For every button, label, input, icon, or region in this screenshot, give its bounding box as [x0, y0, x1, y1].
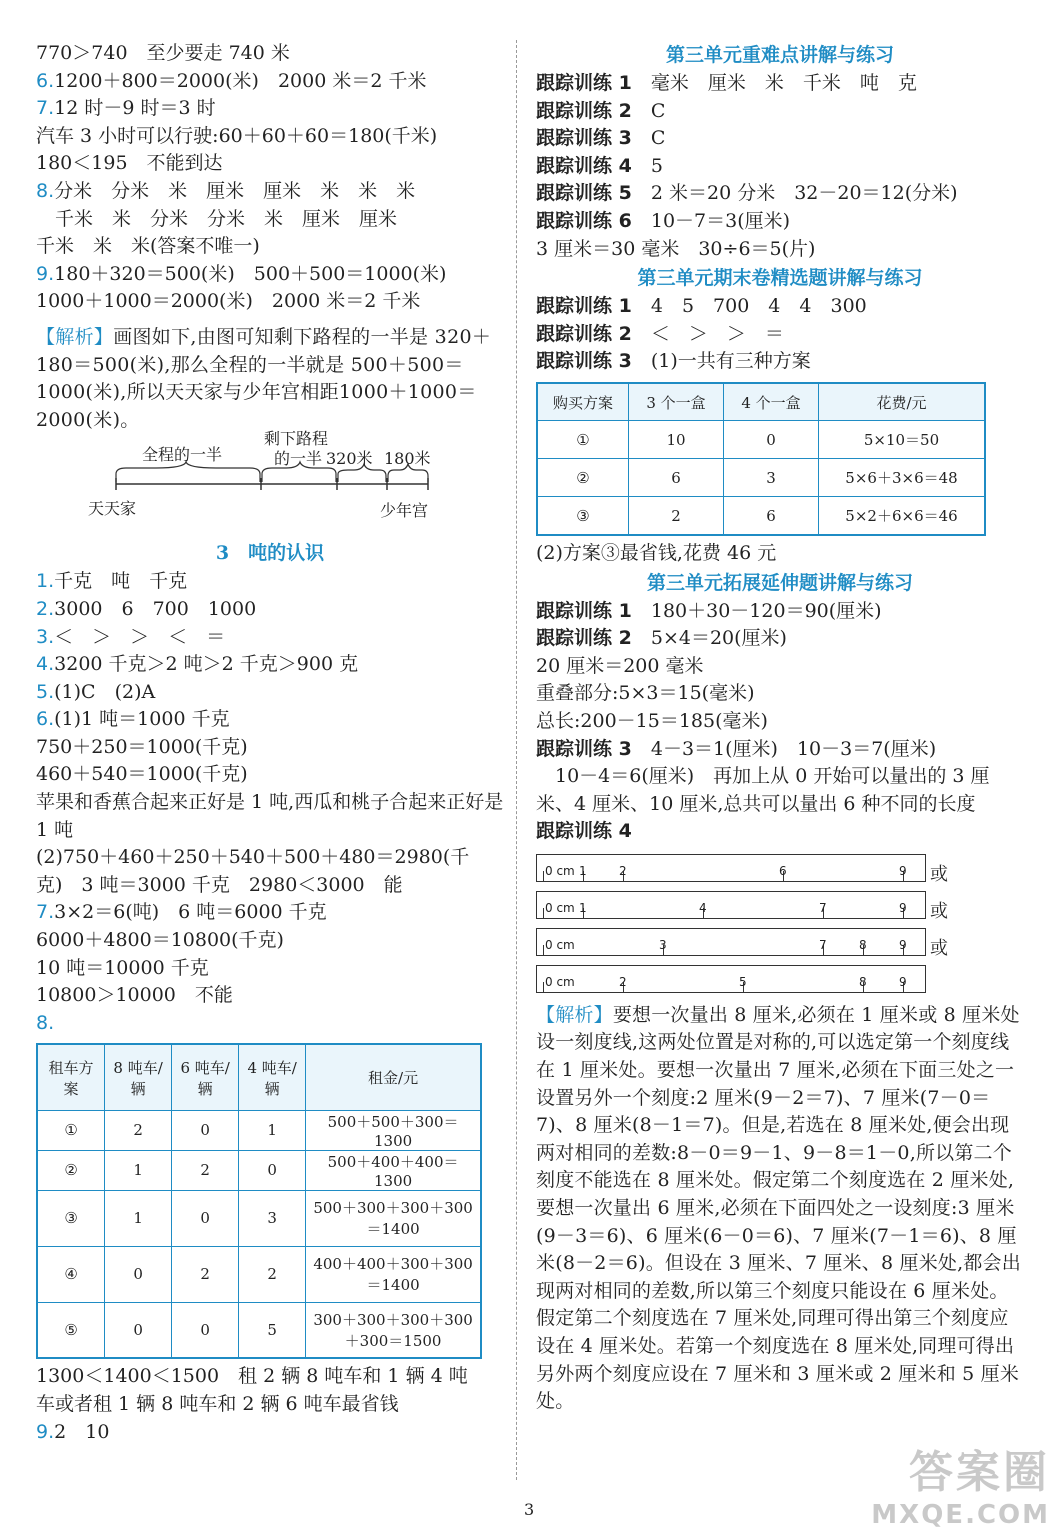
table-cell: 6	[629, 459, 724, 497]
table-cell: 5	[239, 1302, 306, 1358]
table-cell: 0	[105, 1302, 172, 1358]
table-row	[537, 497, 985, 535]
question-8	[36, 178, 504, 206]
watermark	[871, 1436, 1050, 1530]
analysis-text: 要想一次量出 8 厘米,必须在 1 厘米或 8 厘米处设一刻度线,这两处位置是对称的,可以选定第一个刻度线在 1 厘米处。要想一次量出 7 厘米,必须在下面三处之一设置另外一个刻度:2 厘米(9－2＝7)、7 厘米(7－0＝7)、8 厘米(8－1＝7)。但是,若选在 8 厘米处,便会出现两对相同的差数:8－0＝9－1、9－8＝1－0,所以第二个刻度不能选在 8 厘米处。假定第二个刻度选在 2 厘米处,要想一次量出 6 厘米,必须在下面四处之一设刻度:3 厘米(9－3＝6)、6 厘米(6－0＝6)、7 厘米(7－1＝6)、8 厘米(8－2＝6)。但设在 3 厘米、7 厘米、8 厘米处,都会出现两对相同的差数,所以第三个刻度只能设在 6 厘米处。假定第二个刻度选在 7 厘米处,同理可得出第三个刻度应设在 4 厘米处。若第一个刻度选在 8 厘米处,同理可得出另外两个刻度应设在 7 厘米和 3 厘米或 2 厘米和 5 厘米处。	[536, 1003, 1021, 1413]
table-row	[37, 1302, 481, 1358]
table-cell: ③	[37, 1190, 105, 1246]
table-cell: 1	[105, 1190, 172, 1246]
text-line: 1000＋1000＝2000(米) 2000 米＝2 千米	[36, 290, 421, 313]
table-cell: 1	[105, 1150, 172, 1190]
label-start: 天天家	[88, 499, 137, 519]
item-1	[36, 568, 504, 596]
table-header: 8 吨车/辆	[105, 1044, 172, 1110]
analysis-paragraph	[36, 324, 504, 434]
ruler-tick-label: 5	[739, 974, 747, 989]
answer-text: 180＋30－120＝90(厘米)	[650, 599, 882, 622]
table-cell: 2	[629, 497, 724, 535]
training-row	[536, 153, 1024, 181]
training-label: 跟踪训练 3	[536, 127, 632, 150]
training-row	[536, 625, 1024, 653]
table-cell: 2	[105, 1110, 172, 1150]
answer-text: C	[650, 99, 666, 122]
text-line: 770＞740 至少要走 740 米	[36, 42, 290, 64]
text-line: 6000＋4800＝10800(千克)	[36, 929, 284, 952]
training-label: 跟踪训练 6	[536, 209, 632, 232]
text-line: 3 厘米＝30 毫米 30÷6＝5(片)	[536, 237, 816, 260]
table-cell: ②	[537, 459, 629, 497]
table-cell: 500＋500＋300＝1300	[306, 1110, 481, 1150]
answer-text: 4 5 700 4 4 300	[650, 295, 867, 318]
ruler	[536, 928, 926, 956]
table-cell: 300＋300＋300＋300＋300＝1500	[306, 1302, 481, 1358]
ruler-tick-label: 2	[619, 863, 627, 878]
question-number: 7.	[36, 901, 55, 924]
table-header: 4 吨车/辆	[239, 1044, 306, 1110]
training-label: 跟踪训练 2	[536, 627, 632, 650]
page-number: 3	[524, 1500, 535, 1519]
ruler-tick	[543, 982, 544, 992]
question-number: 7.	[36, 97, 55, 120]
analysis-paragraph	[536, 1002, 1024, 1416]
item-7	[36, 899, 504, 927]
answer-text: (1)一共有三种方案	[650, 350, 811, 373]
table-row	[37, 1110, 481, 1150]
table-row	[537, 421, 985, 459]
answer-text: 12 时－9 时＝3 时	[54, 97, 216, 120]
section-title: 第三单元期末卷精选题讲解与练习	[637, 267, 923, 290]
training-label: 跟踪训练 1	[536, 599, 632, 622]
answer-text: 千克 吨 千克	[54, 570, 188, 593]
text-line: 千米 米 米(答案不唯一)	[36, 235, 260, 258]
question-number: 8.	[36, 179, 55, 202]
answer-text: 10－7＝3(厘米)	[650, 209, 791, 232]
answer-text: 毫米 厘米 米 千米 吨 克	[650, 72, 917, 94]
watermark-line1: 答案圈	[909, 1447, 1050, 1498]
rent-table	[36, 1043, 482, 1359]
ruler	[536, 854, 926, 882]
ruler-zero-label: 0 cm	[545, 937, 575, 952]
item-3	[36, 624, 504, 652]
table-cell: ⑤	[37, 1302, 105, 1358]
ruler	[536, 965, 926, 993]
training-row	[536, 98, 1024, 126]
answer-text: 4－3＝1(厘米) 10－3＝7(厘米)	[650, 737, 937, 760]
ruler-tick-label: 6	[779, 863, 787, 878]
ruler-zero-label: 0 cm	[545, 974, 575, 989]
training-label: 跟踪训练 3	[536, 350, 632, 373]
table-cell: ④	[37, 1246, 105, 1302]
table-header: 3 个一盒	[629, 383, 724, 421]
training-label: 跟踪训练 1	[536, 295, 632, 318]
item-8	[36, 1010, 504, 1038]
training-label: 跟踪训练 2	[536, 99, 632, 122]
training-label: 跟踪训练 4	[536, 820, 632, 843]
answer-text: 分米 分米 米 厘米 厘米 米 米 米	[54, 179, 416, 202]
answer-text: C	[650, 127, 666, 150]
or-label: 或	[930, 937, 948, 959]
answer-text: 5×4＝20(厘米)	[650, 627, 787, 650]
question-number: 5.	[36, 680, 55, 703]
training-row	[536, 736, 1024, 764]
training-label: 跟踪训练 3	[536, 737, 632, 760]
analysis-tag: 【解析】	[36, 325, 114, 348]
table-cell: 0	[172, 1302, 239, 1358]
ruler-tick-label: 8	[859, 937, 867, 952]
table-header: 租金/元	[306, 1044, 481, 1110]
table-header-row	[537, 383, 985, 421]
table-cell: ①	[37, 1110, 105, 1150]
training-row	[536, 208, 1024, 236]
section-title: 第三单元拓展延伸题讲解与练习	[646, 571, 913, 594]
training-label: 跟踪训练 4	[536, 154, 632, 177]
ruler-zero-label: 0 cm	[545, 900, 575, 915]
training-row	[536, 321, 1024, 349]
item-4	[36, 651, 504, 679]
table-cell: ③	[537, 497, 629, 535]
training-row	[536, 70, 1024, 98]
ruler-tick-label: 7	[819, 937, 827, 952]
table-cell: 0	[105, 1246, 172, 1302]
table-cell: 0	[239, 1150, 306, 1190]
answer-text: ＜ ＞ ＞ ＝	[650, 322, 784, 345]
table-cell: 3	[724, 459, 819, 497]
ruler	[536, 891, 926, 919]
question-number: 6.	[36, 69, 55, 92]
question-number: 9.	[36, 262, 55, 285]
training-label: 跟踪训练 2	[536, 322, 632, 345]
table-cell: 500＋400＋400＝1300	[306, 1150, 481, 1190]
label-full-half: 全程的一半	[142, 445, 223, 465]
table-cell: 0	[724, 421, 819, 459]
text-line: 20 厘米＝200 毫米	[536, 654, 704, 677]
text-line: 总长:200－15＝185(毫米)	[536, 709, 768, 732]
training-row	[536, 598, 1024, 626]
table-row	[37, 1190, 481, 1246]
section-title: 第三单元重难点讲解与练习	[665, 44, 894, 66]
distance-diagram	[36, 429, 504, 538]
question-number: 9.	[36, 1420, 55, 1443]
question-number: 6.	[36, 708, 55, 731]
ruler-tick-label: 7	[819, 900, 827, 915]
answer-text: 180＋320＝500(米) 500＋500＝1000(米)	[54, 262, 447, 285]
question-number: 3.	[36, 625, 55, 648]
table-cell: 3	[239, 1190, 306, 1246]
text-line: 克) 3 吨＝3000 千克 2980＜3000 能	[36, 873, 403, 896]
label-remain-top: 剩下路程	[264, 429, 329, 449]
text-line: 重叠部分:5×3＝15(毫米)	[536, 682, 755, 705]
training-label: 跟踪训练 1	[536, 72, 632, 94]
table-cell: 2	[239, 1246, 306, 1302]
answer-text: ＜ ＞ ＞ ＜ ＝	[54, 625, 226, 648]
table-cell: 400＋400＋300＋300＝1400	[306, 1246, 481, 1302]
answer-text: (1)1 吨＝1000 千克	[54, 708, 230, 731]
answer-text: 3000 6 700 1000	[54, 597, 257, 620]
table-row	[37, 1246, 481, 1302]
ruler-tick-label: 8	[859, 974, 867, 989]
table-header-row	[37, 1044, 481, 1110]
ruler-row	[536, 891, 1024, 922]
ruler-row	[536, 854, 1024, 885]
analysis-tag: 【解析】	[536, 1003, 613, 1026]
ruler-tick-label: 9	[899, 937, 907, 952]
or-label: 或	[930, 863, 948, 885]
section-title: 3 吨的认识	[215, 542, 325, 565]
question-number: 1.	[36, 570, 55, 593]
answer-text: 5	[650, 154, 663, 177]
text-paragraph: 苹果和香蕉合起来正好是 1 吨,西瓜和桃子合起来正好是 1 吨	[36, 791, 504, 841]
table-cell: 2	[172, 1246, 239, 1302]
table-header: 4 个一盒	[724, 383, 819, 421]
table-cell: 5×10＝50	[819, 421, 986, 459]
ruler-tick	[543, 945, 544, 955]
label-remain-bottom: 的一半	[274, 449, 323, 469]
table-header: 租车方案	[37, 1044, 105, 1110]
text-line: 汽车 3 小时可以行驶:60＋60＋60＝180(千米)	[36, 124, 438, 147]
label-end: 少年宫	[380, 501, 429, 521]
ruler-tick	[543, 908, 544, 918]
answer-text: 3×2＝6(吨) 6 吨＝6000 千克	[54, 901, 327, 924]
answer-text: (1)C (2)A	[54, 680, 156, 703]
answer-text: 2 米＝20 分米 32－20＝12(分米)	[650, 182, 958, 205]
table-row	[37, 1150, 481, 1190]
training-row	[536, 180, 1024, 208]
text-line: 车或者租 1 辆 8 吨车和 2 辆 6 吨车最省钱	[36, 1393, 399, 1415]
ruler-zero-label: 0 cm	[545, 863, 575, 878]
question-7	[36, 95, 504, 123]
question-6	[36, 68, 504, 96]
table-header: 6 吨车/辆	[172, 1044, 239, 1110]
training-row	[536, 293, 1024, 321]
item-2	[36, 596, 504, 624]
or-label: 或	[930, 900, 948, 922]
ruler-tick	[543, 871, 544, 881]
table-cell: ②	[37, 1150, 105, 1190]
answer-text: 1200＋800＝2000(米) 2000 米＝2 千米	[54, 69, 427, 92]
question-number: 8.	[36, 1011, 55, 1034]
ruler-tick-label: 9	[899, 900, 907, 915]
training-row	[536, 125, 1024, 153]
analysis-text: 画图如下,由图可知剩下路程的一半是 320＋180＝500(米),那么全程的一半就是 500＋500＝1000(米),所以天天家与少年宫相距1000＋1000＝2000(米)。	[36, 325, 492, 431]
label-180: 180米	[384, 449, 431, 469]
right-column	[536, 40, 1024, 1416]
text-line: (2)方案③最省钱,花费 46 元	[536, 541, 777, 564]
table-cell: 6	[724, 497, 819, 535]
ruler-row	[536, 965, 1024, 993]
training-label: 跟踪训练 5	[536, 182, 632, 205]
text-line: 千米 米 分米 分米 米 厘米 厘米	[36, 207, 398, 230]
item-5	[36, 679, 504, 707]
text-line: (2)750＋460＋250＋540＋500＋480＝2980(千	[36, 846, 470, 869]
text-line: 180＜195 不能到达	[36, 152, 223, 175]
table-cell: 0	[172, 1190, 239, 1246]
left-column	[36, 40, 504, 1446]
table-header: 购买方案	[537, 383, 629, 421]
answer-text: 3200 千克＞2 吨＞2 千克＞900 克	[54, 653, 359, 676]
ruler-tick-label: 9	[899, 863, 907, 878]
table-cell: 5×2＋6×6＝46	[819, 497, 986, 535]
text-line: 750＋250＝1000(千克)	[36, 735, 248, 758]
text-line: 10800＞10000 不能	[36, 984, 233, 1007]
item-6	[36, 706, 504, 734]
text-line: 10 吨＝10000 千克	[36, 956, 209, 979]
ruler-tick-label: 9	[899, 974, 907, 989]
ruler-tick-label: 4	[699, 900, 707, 915]
ruler-group	[536, 854, 1024, 993]
ruler-tick-label: 1	[579, 900, 587, 915]
ruler-tick-label: 3	[659, 937, 667, 952]
ruler-tick-label: 2	[619, 974, 627, 989]
column-divider	[516, 40, 517, 1480]
table-cell: 0	[172, 1110, 239, 1150]
answer-text: 2 10	[54, 1420, 110, 1443]
question-number: 4.	[36, 653, 55, 676]
watermark-line2: MXQE.COM	[871, 1500, 1050, 1530]
table-cell: 1	[239, 1110, 306, 1150]
training-row	[536, 818, 1024, 846]
table-header: 花费/元	[819, 383, 986, 421]
ruler-tick-label: 1	[579, 863, 587, 878]
table-cell: 10	[629, 421, 724, 459]
label-320: 320米	[326, 449, 373, 469]
table-cell: 2	[172, 1150, 239, 1190]
table-cell: 5×6＋3×6＝48	[819, 459, 986, 497]
training-row	[536, 348, 1024, 376]
buy-table	[536, 382, 986, 536]
table-cell: ①	[537, 421, 629, 459]
question-number: 2.	[36, 597, 55, 620]
table-row	[537, 459, 985, 497]
item-9	[36, 1419, 504, 1447]
text-paragraph: 10－4＝6(厘米) 再加上从 0 开始可以量出的 3 厘米、4 厘米、10 厘米,总共可以量出 6 种不同的长度	[536, 765, 990, 815]
text-line: 1300＜1400＜1500 租 2 辆 8 吨车和 1 辆 4 吨	[36, 1365, 468, 1388]
ruler-row	[536, 928, 1024, 959]
table-cell: 500＋300＋300＋300＝1400	[306, 1190, 481, 1246]
question-9	[36, 261, 504, 289]
text-line: 460＋540＝1000(千克)	[36, 763, 248, 786]
